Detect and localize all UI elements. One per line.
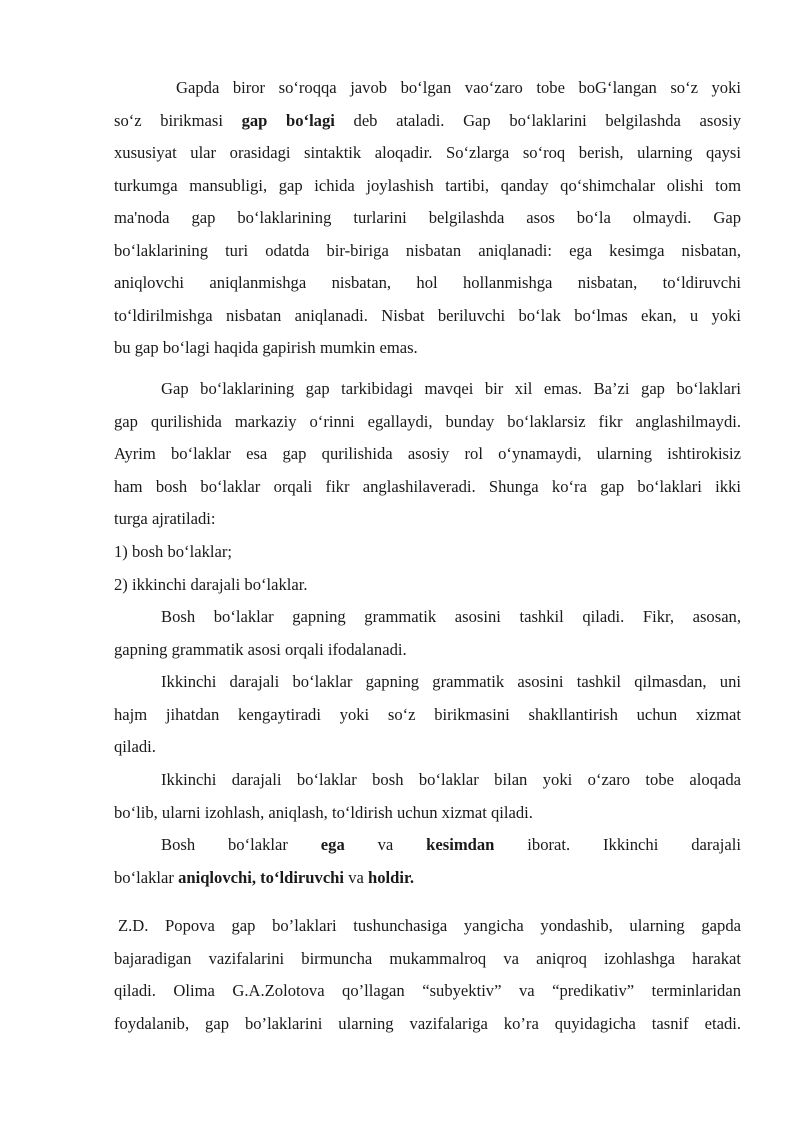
paragraph-2-line-3: Ayrim bo‘laklar esa gap qurilishida asosiy rol o‘ynamaydi, ularning ishtirokisiz xyxy=(114,444,741,463)
list-item: 1) bosh bo‘laklar; xyxy=(114,542,232,561)
paragraph-5-line-1: Ikkinchi darajali bo‘laklar bosh bo‘laklar bilan yoki o‘zaro tobe aloqada xyxy=(161,770,741,789)
paragraph-1 xyxy=(114,72,741,365)
paragraph-1-line-5: ma'noda gap bo‘laklarining turlarini belgilashda asos bo‘la olmaydi. Gap xyxy=(114,208,741,227)
term-aniqlovchi-toldiruvchi: aniqlovchi, to‘ldiruvchi xyxy=(178,867,345,887)
paragraph-2-line-1: Gap bo‘laklarining gap tarkibidagi mavqei bir xil emas. Ba’zi gap bo‘laklari xyxy=(161,379,741,398)
paragraph-2-line-2: gap qurilishida markaziy o‘rinni egallaydi, bunday bo‘laklarsiz fikr anglashilmaydi. xyxy=(114,411,741,431)
paragraph-1-line-1: Gapda biror so‘roqqa javob bo‘lgan vao‘zaro tobe boG‘langan so‘z yoki xyxy=(176,78,741,97)
paragraph-7-line-3: qiladi. Olima G.A.Zolotova qo’llagan “subyektiv” va “predikativ” terminlaridan xyxy=(114,981,741,1000)
paragraph-1-line-2: so‘z birikmasi gap bo‘lagi deb ataladi. Gap bo‘laklarini belgilashda asosiy xyxy=(114,110,742,130)
paragraph-7-line-2: bajaradigan vazifalarini birmuncha mukammalroq va aniqroq izohlashga harakat xyxy=(114,948,741,968)
paragraph-5 xyxy=(114,764,741,829)
paragraph-4-line-3: qiladi. xyxy=(114,737,156,756)
paragraph-6 xyxy=(114,829,741,894)
paragraph-2-line-4: ham bosh bo‘laklar orqali fikr anglashilaveradi. Shunga ko‘ra gap bo‘laklari ikki xyxy=(114,476,741,496)
paragraph-5-line-2: bo‘lib, ularni izohlash, aniqlash, to‘ldirish uchun xizmat qiladi. xyxy=(114,802,533,822)
paragraph-1-line-4: turkumga mansubligi, gap ichida joylashish tartibi, qanday qo‘shimchalar olishi tom xyxy=(114,175,741,195)
paragraph-7-line-4: foydalanib, gap bo’laklarini ularning vazifalariga ko’ra quyidagicha tasnif etadi. xyxy=(114,1013,741,1033)
paragraph-1-line-7: aniqlovchi aniqlanmishga nisbatan, hol hollanmishga nisbatan, to‘ldiruvchi xyxy=(114,273,741,292)
paragraph-1-line-8: to‘ldirilmishga nisbatan aniqlanadi. Nisbat beriluvchi bo‘lak bo‘lmas ekan, u yoki xyxy=(114,305,741,325)
paragraph-3-line-2: gapning grammatik asosi orqali ifodalanadi. xyxy=(114,639,407,659)
paragraph-3 xyxy=(114,601,741,666)
list-item: 2) ikkinchi darajali bo‘laklar. xyxy=(114,574,308,594)
list xyxy=(114,536,741,601)
paragraph-4 xyxy=(114,666,741,764)
term-ega: ega xyxy=(320,835,345,854)
paragraph-2 xyxy=(114,373,741,536)
paragraph-3-line-1: Bosh bo‘laklar gapning grammatik asosini tashkil qiladi. Fikr, asosan, xyxy=(161,607,741,626)
paragraph-7 xyxy=(114,910,741,1040)
term-kesimdan: kesimdan xyxy=(426,835,495,854)
paragraph-4-line-2: hajm jihatdan kengaytiradi yoki so‘z birikmasini shakllantirish uchun xizmat xyxy=(114,704,741,724)
paragraph-1-line-9: bu gap bo‘lagi haqida gapirish mumkin emas. xyxy=(114,338,418,357)
paragraph-6-line-2: bo‘laklar aniqlovchi, to‘ldiruvchi va holdir. xyxy=(114,867,414,887)
paragraph-7-line-1: Z.D. Popova gap bo’laklari tushunchasiga yangicha yondashib, ularning gapda xyxy=(118,916,741,935)
paragraph-6-line-1: Bosh bo‘laklar ega va kesimdan iborat. Ikkinchi darajali xyxy=(161,835,741,854)
paragraph-1-line-6: bo‘laklarining turi odatda bir-biriga nisbatan aniqlanadi: ega kesimga nisbatan, xyxy=(114,240,741,260)
paragraph-2-line-5: turga ajratiladi: xyxy=(114,509,216,528)
term-gap-bolagi: gap bo‘lagi xyxy=(241,110,335,130)
paragraph-4-line-1: Ikkinchi darajali bo‘laklar gapning grammatik asosini tashkil qilmasdan, uni xyxy=(161,672,741,691)
paragraph-1-line-3: xususiyat ular orasidagi sintaktik aloqadir. So‘zlarga so‘roq berish, ularning qaysi xyxy=(114,143,741,162)
term-holdir: holdir. xyxy=(368,867,414,887)
